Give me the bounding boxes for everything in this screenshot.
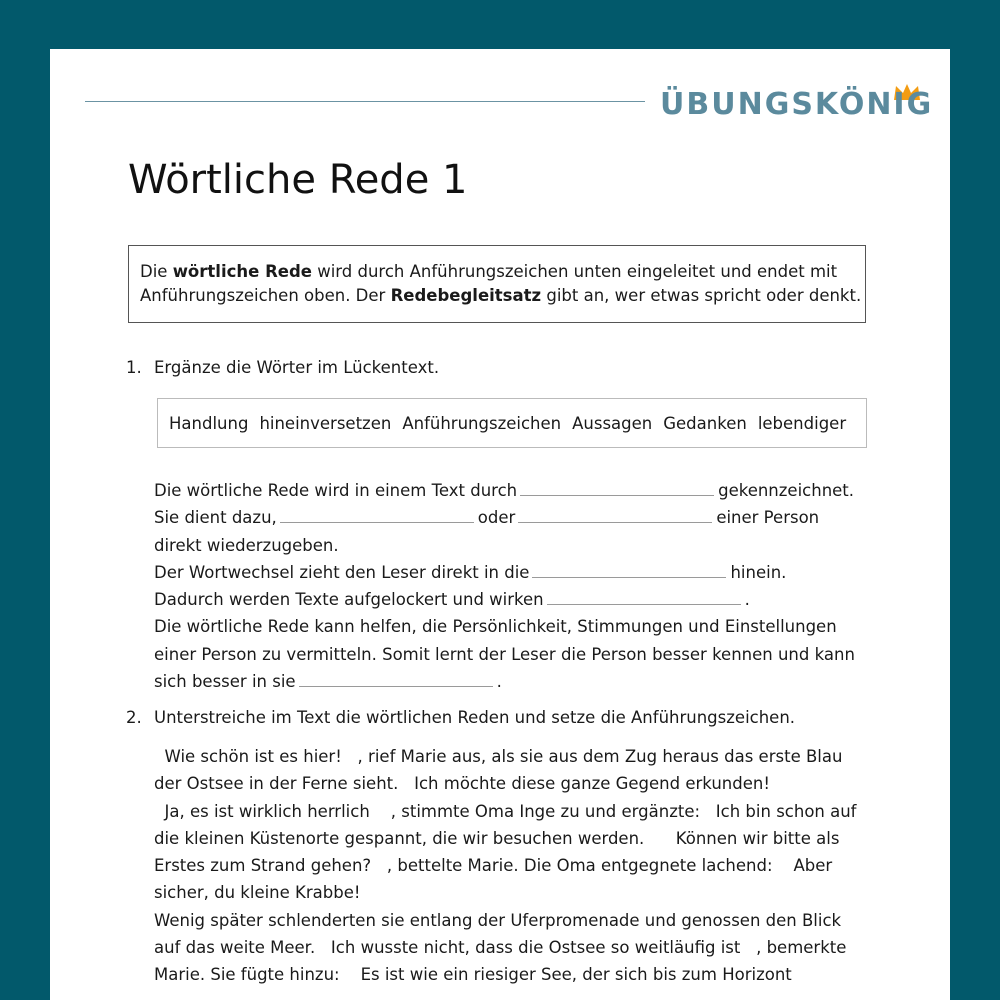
- cloze-line: Der Wortwechsel zieht den Leser direkt in die: [154, 562, 530, 582]
- cloze-line: Dadurch werden Texte aufgelockert und wirken: [154, 590, 544, 610]
- word-bank-item: lebendiger: [757, 413, 847, 433]
- cloze-line: einer Person: [716, 508, 820, 528]
- task-2-number: 2.: [126, 708, 142, 727]
- cloze-line: Die wörtliche Rede wird in einem Text durch: [154, 481, 518, 500]
- info-text: gibt an, wer etwas spricht oder denkt.: [541, 286, 862, 305]
- blank-gap[interactable]: [532, 577, 726, 578]
- worksheet-page: [50, 49, 950, 1000]
- word-bank-item: Handlung: [169, 413, 249, 433]
- info-bold-term: wörtliche Rede: [172, 262, 312, 281]
- blank-gap[interactable]: [280, 522, 474, 523]
- cloze-text: [154, 477, 894, 695]
- cloze-line: sich besser in sie: [154, 672, 296, 692]
- page-title: Wörtliche Rede 1: [128, 157, 468, 203]
- word-bank-item: Aussagen: [572, 413, 653, 433]
- blank-gap[interactable]: [520, 495, 714, 496]
- cloze-line: .: [496, 672, 502, 692]
- task-1-number: 1.: [126, 358, 142, 377]
- info-text: Die: [140, 262, 173, 281]
- blank-gap[interactable]: [518, 522, 712, 523]
- info-text: Anführungszeichen oben. Der: [140, 286, 391, 305]
- info-box: [128, 245, 866, 323]
- story-line: die kleinen Küstenorte gespannt, die wir besuchen werden. Können wir bitte als: [154, 828, 840, 848]
- task-2-instruction: Unterstreiche im Text die wörtlichen Reden und setze die Anführungszeichen.: [154, 708, 796, 727]
- info-bold-term: Redebegleitsatz: [390, 286, 542, 305]
- cloze-line: .: [744, 590, 750, 610]
- word-bank: [157, 398, 867, 448]
- word-bank-item: Gedanken: [663, 413, 747, 433]
- story-line: sicher, du kleine Krabbe!: [154, 883, 361, 903]
- blank-gap[interactable]: [547, 604, 741, 605]
- info-text: wird durch Anführungszeichen unten eingeleitet und endet mit: [311, 262, 838, 281]
- cloze-line: hinein.: [730, 562, 787, 582]
- cloze-line: einer Person zu vermitteln. Somit lernt der Leser die Person besser kennen und kann: [154, 644, 855, 664]
- word-bank-item: Anführungszeichen: [402, 413, 562, 433]
- brand-logo: ÜBUNGSKÖNIG: [660, 87, 934, 122]
- task-1-instruction: Ergänze die Wörter im Lückentext.: [154, 358, 440, 377]
- story-line: auf das weite Meer. Ich wusste nicht, dass die Ostsee so weitläufig ist , bemerkte: [154, 938, 847, 958]
- cloze-line: Sie dient dazu,: [154, 508, 277, 528]
- cloze-line: oder: [477, 508, 516, 528]
- story-line: Ja, es ist wirklich herrlich , stimmte Oma Inge zu und ergänzte: Ich bin schon auf: [154, 801, 857, 821]
- story-line: Erstes zum Strand gehen? , bettelte Marie. Die Oma entgegnete lachend: Aber: [154, 856, 833, 876]
- story-line: Marie. Sie fügte hinzu: Es ist wie ein riesiger See, der sich bis zum Horizont: [154, 965, 792, 985]
- story-line: Wie schön ist es hier! , rief Marie aus, als sie aus dem Zug heraus das erste Blau: [154, 747, 843, 766]
- cloze-line: Die wörtliche Rede kann helfen, die Persönlichkeit, Stimmungen und Einstellungen: [154, 617, 837, 637]
- header-rule: [85, 101, 645, 102]
- cloze-line: gekennzeichnet.: [718, 481, 855, 500]
- word-bank-item: hineinversetzen: [259, 413, 392, 433]
- story-line: Wenig später schlenderten sie entlang der Uferpromenade und genossen den Blick: [154, 910, 842, 930]
- story-text: [154, 743, 894, 989]
- story-line: der Ostsee in der Ferne sieht. Ich möchte diese ganze Gegend erkunden!: [154, 774, 770, 794]
- cloze-line: direkt wiederzugeben.: [154, 535, 339, 555]
- blank-gap[interactable]: [299, 686, 493, 687]
